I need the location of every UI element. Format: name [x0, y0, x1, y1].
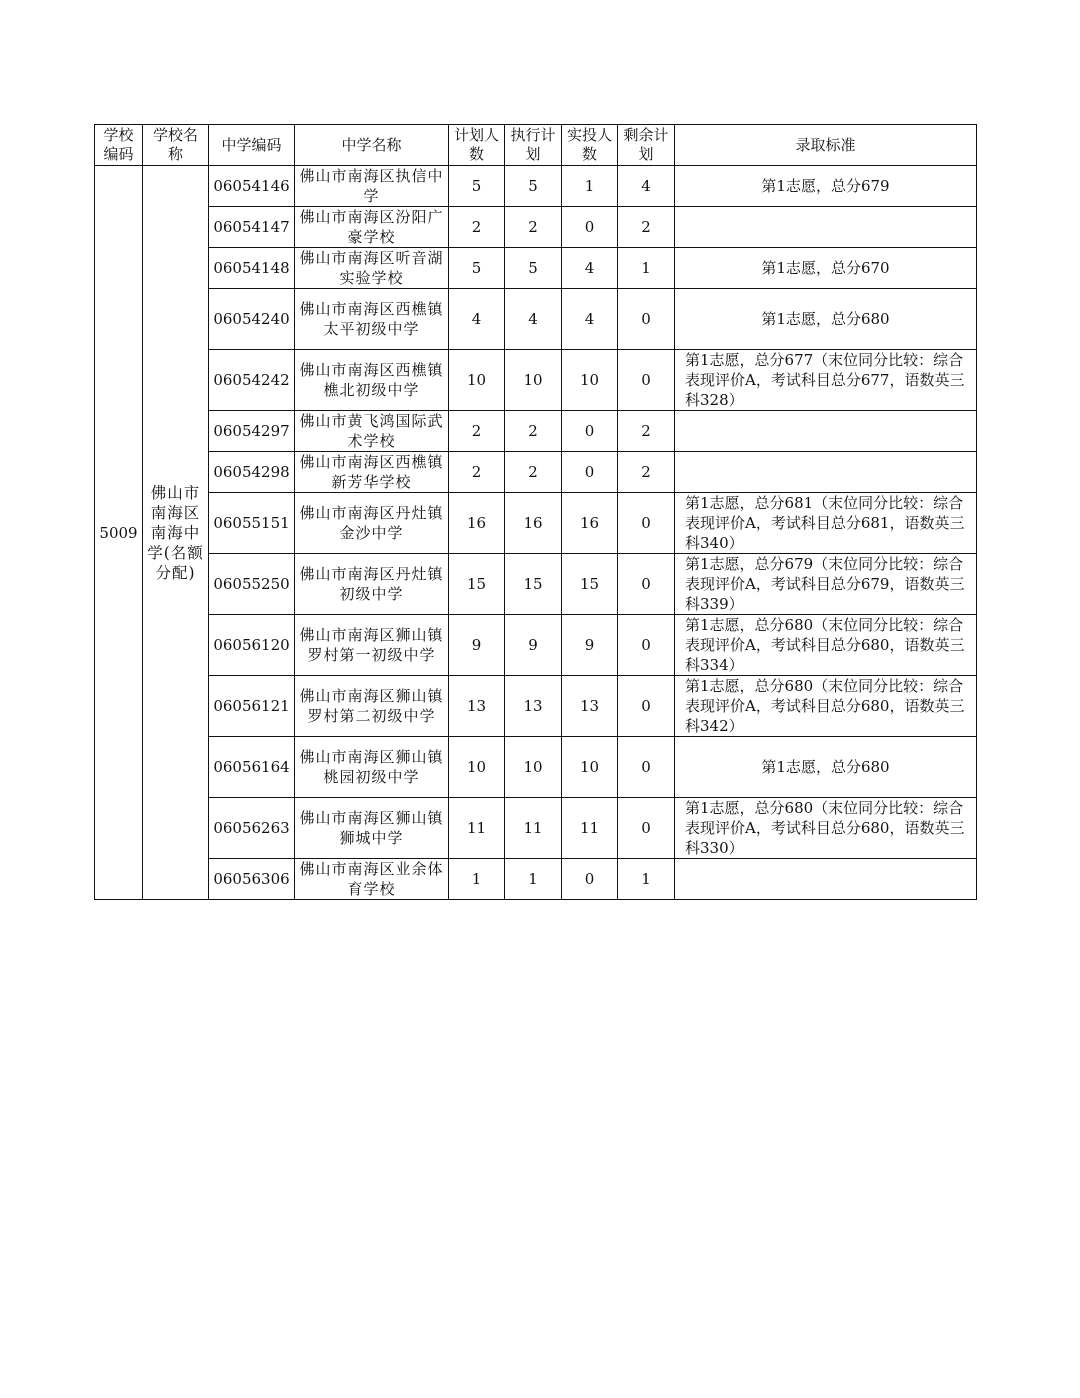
standard-cell: [675, 166, 977, 207]
middle-name-cell: [295, 615, 449, 676]
middle-name-cell: [295, 554, 449, 615]
header-school-code: 学校编码: [95, 125, 143, 166]
remain-cell: 0: [618, 676, 675, 737]
middle-code-cell: 06054297: [209, 411, 295, 452]
middle-name-cell-text: 佛山市南海区听音湖实验学校: [299, 249, 444, 287]
standard-cell: [675, 350, 977, 411]
table-row: [95, 554, 977, 615]
table-row: [95, 493, 977, 554]
table-row: [95, 737, 977, 798]
standard-cell-text: 第1志愿，总分680（末位同分比较：综合表现评价A，考试科目总分680，语数英三科342）: [685, 677, 965, 735]
middle-code-cell: 06054298: [209, 452, 295, 493]
standard-cell-text: 第1志愿，总分677（末位同分比较：综合表现评价A，考试科目总分677，语数英三科328）: [685, 351, 965, 409]
table-row: [95, 615, 977, 676]
actual-cell: 1: [562, 166, 618, 207]
standard-cell: [675, 452, 977, 493]
standard-cell: [675, 859, 977, 900]
remain-cell: 0: [618, 493, 675, 554]
middle-name-cell-text: 佛山市南海区业余体育学校: [299, 860, 444, 898]
actual-cell: 0: [562, 207, 618, 248]
table-row: [95, 859, 977, 900]
exec-cell: 2: [505, 452, 562, 493]
middle-code-cell: 06054147: [209, 207, 295, 248]
actual-cell: 9: [562, 615, 618, 676]
table-row: [95, 452, 977, 493]
standard-cell-text: 第1志愿，总分670: [761, 259, 890, 277]
middle-name-cell-text: 佛山市南海区狮山镇罗村第二初级中学: [299, 687, 444, 725]
table-row: [95, 166, 977, 207]
standard-cell: [675, 676, 977, 737]
middle-name-cell: [295, 493, 449, 554]
middle-name-cell-text: 佛山市南海区汾阳广豪学校: [299, 208, 444, 246]
remain-cell: 0: [618, 289, 675, 350]
middle-name-cell: [295, 207, 449, 248]
remain-cell: 4: [618, 166, 675, 207]
admission-table: [94, 124, 977, 900]
header-school-name: 学校名称: [143, 125, 209, 166]
actual-cell: 4: [562, 289, 618, 350]
standard-cell-text: 第1志愿，总分679（末位同分比较：综合表现评价A，考试科目总分679，语数英三科339）: [685, 555, 965, 613]
exec-cell: 2: [505, 411, 562, 452]
plan-cell: 2: [449, 452, 505, 493]
middle-code-cell: 06056263: [209, 798, 295, 859]
standard-cell-text: 第1志愿，总分680（末位同分比较：综合表现评价A，考试科目总分680，语数英三科330）: [685, 799, 965, 857]
middle-name-cell: [295, 859, 449, 900]
standard-cell: [675, 615, 977, 676]
actual-cell: 0: [562, 452, 618, 493]
actual-cell: 10: [562, 737, 618, 798]
middle-name-cell-text: 佛山市南海区西樵镇樵北初级中学: [299, 361, 444, 399]
plan-cell: 5: [449, 166, 505, 207]
header-standard: 录取标准: [675, 125, 977, 166]
actual-cell: 4: [562, 248, 618, 289]
middle-name-cell-text: 佛山市南海区丹灶镇金沙中学: [299, 504, 444, 542]
middle-name-cell-text: 佛山市南海区丹灶镇初级中学: [299, 565, 444, 603]
middle-name-cell: [295, 248, 449, 289]
middle-code-cell: 06055250: [209, 554, 295, 615]
middle-code-cell: 06054242: [209, 350, 295, 411]
header-middle-name: 中学名称: [295, 125, 449, 166]
plan-cell: 9: [449, 615, 505, 676]
plan-cell: 16: [449, 493, 505, 554]
actual-cell: 16: [562, 493, 618, 554]
remain-cell: 2: [618, 452, 675, 493]
header-middle-code: 中学编码: [209, 125, 295, 166]
remain-cell: 0: [618, 798, 675, 859]
table-row: [95, 207, 977, 248]
middle-name-cell-text: 佛山市南海区狮山镇桃园初级中学: [299, 748, 444, 786]
middle-code-cell: 06054240: [209, 289, 295, 350]
actual-cell: 13: [562, 676, 618, 737]
exec-cell: 5: [505, 166, 562, 207]
standard-cell: [675, 554, 977, 615]
exec-cell: 15: [505, 554, 562, 615]
middle-name-cell: [295, 350, 449, 411]
actual-cell: 11: [562, 798, 618, 859]
standard-cell-text: 第1志愿，总分681（末位同分比较：综合表现评价A，考试科目总分681，语数英三科340）: [685, 494, 965, 552]
school-name-cell: 佛山市南海区南海中学(名额分配): [143, 166, 209, 900]
header-remain: 剩余计划: [618, 125, 675, 166]
header-plan: 计划人数: [449, 125, 505, 166]
middle-name-cell-text: 佛山市南海区执信中学: [299, 167, 444, 205]
remain-cell: 0: [618, 554, 675, 615]
exec-cell: 16: [505, 493, 562, 554]
middle-code-cell: 06056306: [209, 859, 295, 900]
exec-cell: 5: [505, 248, 562, 289]
header-actual: 实投人数: [562, 125, 618, 166]
plan-cell: 4: [449, 289, 505, 350]
table-row: [95, 411, 977, 452]
exec-cell: 9: [505, 615, 562, 676]
middle-name-cell-text: 佛山市南海区狮山镇狮城中学: [299, 809, 444, 847]
middle-code-cell: 06056121: [209, 676, 295, 737]
middle-name-cell-text: 佛山市南海区西樵镇新芳华学校: [299, 453, 444, 491]
standard-cell: [675, 737, 977, 798]
middle-name-cell-text: 佛山市南海区西樵镇太平初级中学: [299, 300, 444, 338]
remain-cell: 1: [618, 248, 675, 289]
standard-cell: [675, 248, 977, 289]
middle-code-cell: 06054146: [209, 166, 295, 207]
exec-cell: 4: [505, 289, 562, 350]
exec-cell: 10: [505, 737, 562, 798]
standard-cell-text: 第1志愿，总分680: [761, 310, 890, 328]
actual-cell: 0: [562, 411, 618, 452]
table-row: [95, 798, 977, 859]
remain-cell: 0: [618, 737, 675, 798]
middle-name-cell: [295, 411, 449, 452]
exec-cell: 1: [505, 859, 562, 900]
plan-cell: 15: [449, 554, 505, 615]
remain-cell: 0: [618, 350, 675, 411]
standard-cell: [675, 289, 977, 350]
middle-name-cell: [295, 676, 449, 737]
plan-cell: 2: [449, 411, 505, 452]
middle-name-cell-text: 佛山市南海区狮山镇罗村第一初级中学: [299, 626, 444, 664]
middle-code-cell: 06056164: [209, 737, 295, 798]
middle-code-cell: 06054148: [209, 248, 295, 289]
middle-code-cell: 06055151: [209, 493, 295, 554]
table-row: [95, 289, 977, 350]
remain-cell: 1: [618, 859, 675, 900]
middle-name-cell: [295, 798, 449, 859]
school-code-cell: 5009: [95, 166, 143, 900]
remain-cell: 2: [618, 411, 675, 452]
plan-cell: 1: [449, 859, 505, 900]
standard-cell: [675, 411, 977, 452]
standard-cell-text: 第1志愿，总分680: [761, 758, 890, 776]
standard-cell: [675, 798, 977, 859]
standard-cell-text: 第1志愿，总分680（末位同分比较：综合表现评价A，考试科目总分680，语数英三科334）: [685, 616, 965, 674]
actual-cell: 0: [562, 859, 618, 900]
plan-cell: 10: [449, 350, 505, 411]
table-row: [95, 676, 977, 737]
plan-cell: 11: [449, 798, 505, 859]
exec-cell: 13: [505, 676, 562, 737]
remain-cell: 2: [618, 207, 675, 248]
middle-name-cell: [295, 289, 449, 350]
actual-cell: 15: [562, 554, 618, 615]
standard-cell: [675, 207, 977, 248]
header-exec: 执行计划: [505, 125, 562, 166]
plan-cell: 2: [449, 207, 505, 248]
middle-name-cell: [295, 737, 449, 798]
middle-name-cell-text: 佛山市黄飞鸿国际武术学校: [299, 412, 444, 450]
middle-code-cell: 06056120: [209, 615, 295, 676]
standard-cell-text: 第1志愿，总分679: [761, 177, 890, 195]
header-row: [95, 125, 977, 166]
remain-cell: 0: [618, 615, 675, 676]
plan-cell: 13: [449, 676, 505, 737]
plan-cell: 5: [449, 248, 505, 289]
standard-cell: [675, 493, 977, 554]
table-row: [95, 248, 977, 289]
exec-cell: 2: [505, 207, 562, 248]
table-row: [95, 350, 977, 411]
middle-name-cell: [295, 166, 449, 207]
middle-name-cell: [295, 452, 449, 493]
exec-cell: 11: [505, 798, 562, 859]
actual-cell: 10: [562, 350, 618, 411]
plan-cell: 10: [449, 737, 505, 798]
exec-cell: 10: [505, 350, 562, 411]
